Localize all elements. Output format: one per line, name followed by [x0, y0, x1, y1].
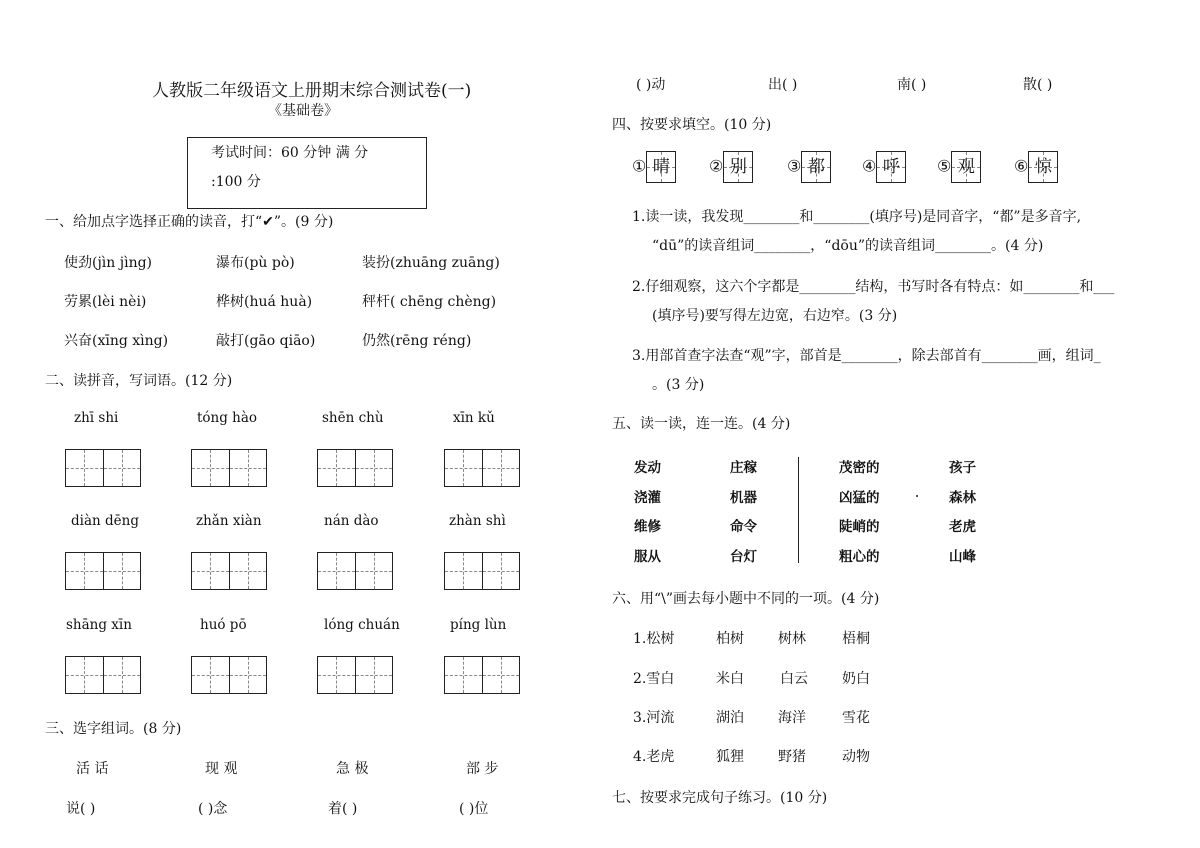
char: 观 — [957, 157, 975, 177]
pinyin-label: zhàn shì — [449, 513, 506, 529]
page-subtitle: 《基础卷》 — [268, 103, 338, 119]
s6-item[interactable]: 米白 — [716, 671, 744, 687]
match-word[interactable]: 服从 — [634, 549, 661, 565]
word-blank[interactable]: ( )念 — [198, 801, 228, 817]
writing-grid[interactable] — [317, 656, 393, 694]
section5-heading: 五、读一读，连一连。(4 分) — [612, 416, 791, 432]
s4-question-3b: 。(3 分) — [652, 377, 705, 393]
pinyin-label: xīn kǔ — [453, 410, 495, 426]
match-word[interactable]: 粗心的 — [839, 549, 880, 565]
word-blank[interactable]: ( )动 — [636, 77, 666, 93]
exam-time-line1: 考试时间：60 分钟 满 分 — [211, 145, 369, 161]
pinyin-label: tóng hào — [197, 410, 258, 426]
section4-heading: 四、按要求填空。(10 分) — [612, 117, 772, 133]
s6-item[interactable]: 3.河流 — [633, 710, 675, 726]
match-word[interactable]: 发动 — [634, 460, 661, 476]
pinyin-label: shēn chù — [322, 410, 384, 426]
match-word[interactable]: 茂密的 — [839, 460, 880, 476]
match-word[interactable]: 台灯 — [730, 549, 757, 565]
match-word[interactable]: 孩子 — [949, 460, 976, 476]
char-box — [801, 151, 831, 183]
s6-item[interactable]: 湖泊 — [716, 710, 744, 726]
char-item — [1014, 151, 1058, 183]
pinyin-label: lóng chuán — [324, 617, 400, 633]
s4-question-1a: 1.读一读，我发现________和________(填序号)是同音字，“都”是多音字, — [632, 209, 1082, 225]
s6-item[interactable]: 动物 — [842, 749, 870, 765]
char-box — [723, 151, 753, 183]
word-blank[interactable]: ( )位 — [459, 801, 489, 817]
writing-grid[interactable] — [191, 552, 267, 590]
s1-item: 劳累(lèi nèi) — [64, 294, 147, 310]
pinyin-label: píng lùn — [450, 617, 507, 633]
word-blank[interactable]: 说( ) — [66, 801, 96, 817]
char: 别 — [729, 157, 747, 177]
char-number: ⑤ — [937, 156, 952, 176]
word-blank[interactable]: 出( ) — [768, 77, 798, 93]
word-blank[interactable]: 散( ) — [1023, 77, 1053, 93]
section7-heading: 七、按要求完成句子练习。(10 分) — [612, 790, 828, 806]
match-word[interactable]: 命令 — [730, 519, 757, 535]
s6-item[interactable]: 白云 — [780, 671, 808, 687]
section6-heading: 六、用“\”画去每小题中不同的一项。(4 分) — [612, 591, 880, 607]
writing-grid[interactable] — [191, 449, 267, 487]
stray-dot — [916, 495, 918, 497]
char-number: ② — [709, 156, 724, 176]
section1-heading: 一、给加点字选择正确的读音，打“✔”。(9 分) — [45, 214, 334, 230]
match-word[interactable]: 老虎 — [949, 519, 976, 535]
s6-item[interactable]: 野猪 — [778, 749, 806, 765]
s4-question-3a: 3.用部首查字法查“观”字，部首是________，除去部首有________画，组词_ — [632, 348, 1101, 364]
char: 惊 — [1034, 157, 1052, 177]
writing-grid[interactable] — [317, 552, 393, 590]
match-word[interactable]: 凶猛的 — [839, 490, 880, 506]
s1-item: 瀑布(pù pò) — [216, 255, 295, 271]
char-item — [862, 151, 906, 183]
match-word[interactable]: 浇灌 — [634, 490, 661, 506]
char-pair: 活 话 — [76, 761, 109, 777]
column-divider — [798, 457, 799, 563]
pinyin-label: zhī shi — [74, 410, 119, 426]
char: 都 — [807, 157, 825, 177]
pinyin-label: nán dào — [324, 513, 379, 529]
char-item — [632, 151, 676, 183]
s1-item: 使劲(jìn jìng) — [64, 255, 153, 271]
char-box — [951, 151, 981, 183]
match-word[interactable]: 山峰 — [949, 549, 976, 565]
writing-grid[interactable] — [444, 656, 520, 694]
char-item — [787, 151, 831, 183]
writing-grid[interactable] — [317, 449, 393, 487]
word-blank[interactable]: 南( ) — [897, 77, 927, 93]
writing-grid[interactable] — [191, 656, 267, 694]
page-title: 人教版二年级语文上册期末综合测试卷(一) — [152, 81, 472, 101]
char-pair: 急 极 — [336, 761, 369, 777]
s1-item: 仍然(rēng réng) — [362, 333, 472, 349]
char: 晴 — [652, 157, 670, 177]
section2-heading: 二、读拼音，写词语。(12 分) — [45, 373, 233, 389]
writing-grid[interactable] — [444, 449, 520, 487]
char-box — [1028, 151, 1058, 183]
match-word[interactable]: 庄稼 — [730, 460, 757, 476]
s4-question-2b: (填序号)要写得左边宽，右边窄。(3 分) — [652, 308, 898, 324]
s6-item[interactable]: 海洋 — [778, 710, 806, 726]
char-pair: 部 步 — [466, 761, 499, 777]
match-word[interactable]: 机器 — [730, 490, 757, 506]
s6-item[interactable]: 1.松树 — [633, 631, 675, 647]
char-number: ⑥ — [1014, 156, 1029, 176]
s6-item[interactable]: 奶白 — [842, 671, 870, 687]
char-box — [876, 151, 906, 183]
s6-item[interactable]: 4.老虎 — [633, 749, 675, 765]
writing-grid[interactable] — [65, 656, 141, 694]
s6-item[interactable]: 雪花 — [842, 710, 870, 726]
char-number: ① — [632, 156, 647, 176]
pinyin-label: zhǎn xiàn — [196, 513, 262, 529]
char-item — [709, 151, 753, 183]
match-word[interactable]: 维修 — [634, 519, 661, 535]
s1-item: 秤杆( chēng chèng) — [362, 294, 497, 310]
char-number: ④ — [862, 156, 877, 176]
char-number: ③ — [787, 156, 802, 176]
match-word[interactable]: 森林 — [949, 490, 976, 506]
s1-item: 敲打(gāo qiāo) — [216, 333, 316, 349]
s6-item[interactable]: 柏树 — [716, 631, 744, 647]
char-item — [937, 151, 981, 183]
pinyin-label: huó pō — [200, 617, 247, 633]
exam-time-line2: :100 分 — [211, 174, 261, 190]
s1-item: 桦树(huá huà) — [216, 294, 313, 310]
s6-item[interactable]: 狐狸 — [716, 749, 744, 765]
char: 呼 — [882, 157, 900, 177]
section3-heading: 三、选字组词。(8 分) — [45, 721, 182, 737]
s1-item: 装扮(zhuāng zuāng) — [362, 255, 500, 271]
s6-item[interactable]: 梧桐 — [842, 631, 870, 647]
writing-grid[interactable] — [65, 449, 141, 487]
s4-question-1b: “dū”的读音组词________，“dōu”的读音组词________。(4 分) — [652, 238, 1044, 254]
char-pair: 现 观 — [205, 761, 238, 777]
char-box — [646, 151, 676, 183]
s6-item[interactable]: 2.雪白 — [633, 671, 675, 687]
s4-question-2a: 2.仔细观察，这六个字都是________结构，书写时各有特点：如________和___ — [632, 279, 1115, 295]
word-blank[interactable]: 着( ) — [328, 801, 358, 817]
match-word[interactable]: 陡峭的 — [839, 519, 880, 535]
s1-item: 兴奋(xīng xìng) — [64, 333, 169, 349]
pinyin-label: diàn dēng — [71, 513, 139, 529]
writing-grid[interactable] — [444, 552, 520, 590]
writing-grid[interactable] — [65, 552, 141, 590]
pinyin-label: shāng xīn — [66, 617, 132, 633]
s6-item[interactable]: 树林 — [778, 631, 806, 647]
